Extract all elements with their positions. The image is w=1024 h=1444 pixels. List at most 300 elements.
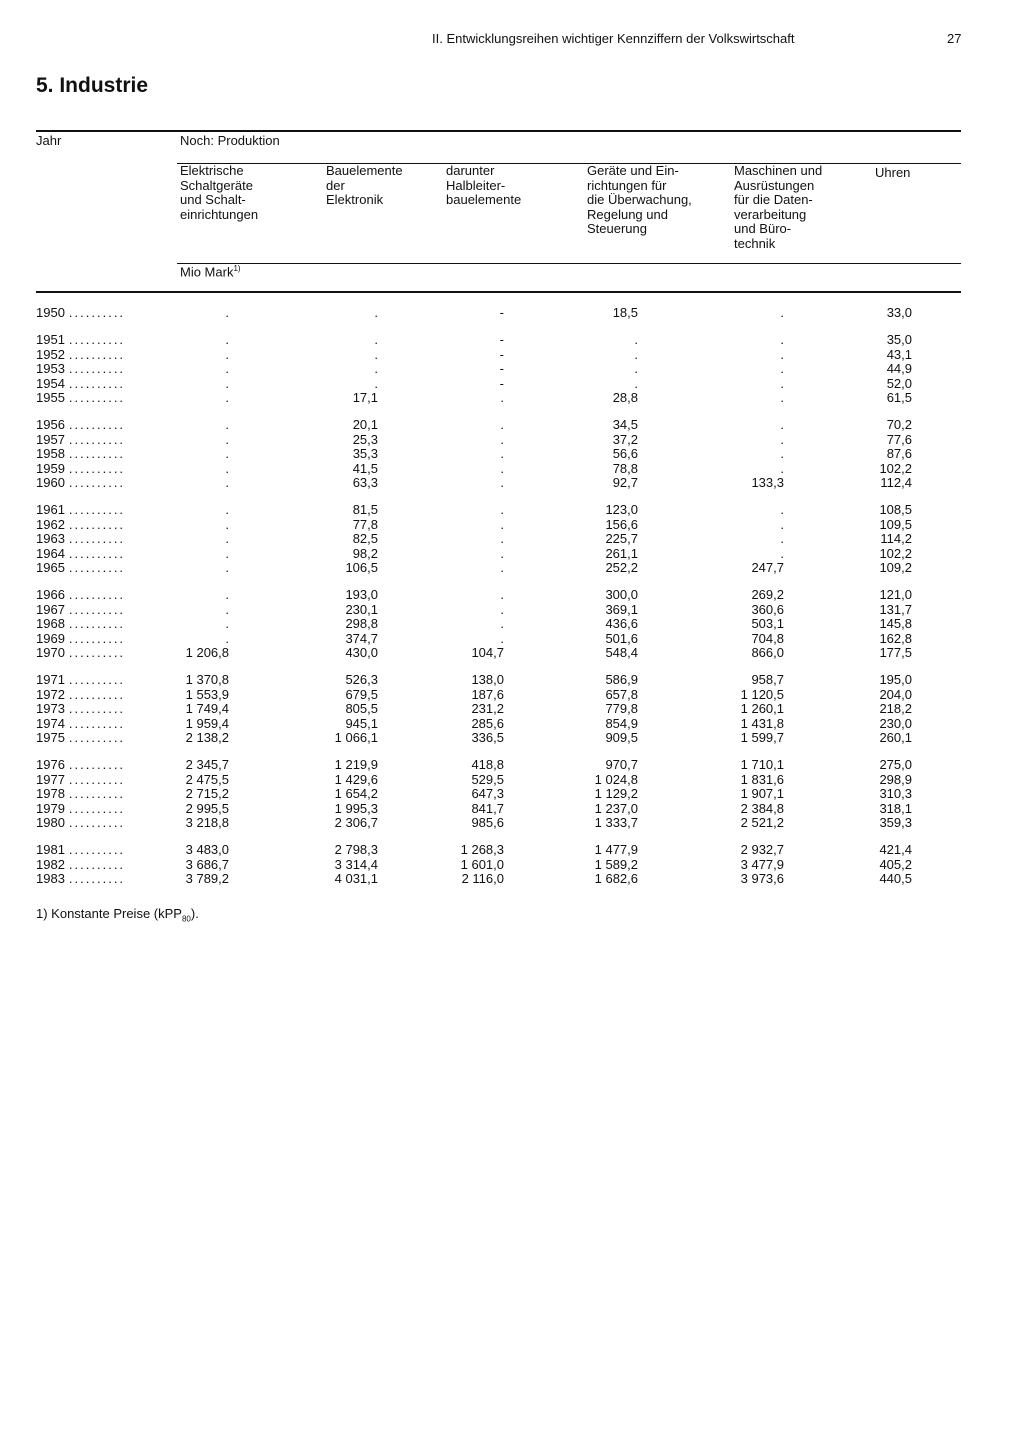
leader-dots: .......... xyxy=(68,460,126,476)
cell-schaltgeraete: . xyxy=(225,305,229,320)
leader-dots: .......... xyxy=(68,842,126,858)
cell-geraete: 225,7 xyxy=(605,531,638,547)
leader-dots: .......... xyxy=(68,701,126,717)
year-label: 1957 xyxy=(36,431,65,447)
cell-halbleiter: 2 116,0 xyxy=(461,871,504,887)
footnote-subscript: 80 xyxy=(181,914,191,924)
cell-uhren: 112,4 xyxy=(880,475,912,490)
cell-halbleiter: 985,6 xyxy=(471,815,504,830)
cell-halbleiter: 647,3 xyxy=(471,786,504,802)
cell-halbleiter: . xyxy=(500,502,504,518)
cell-bauelemente: 25,3 xyxy=(352,431,378,447)
cell-maschinen: . xyxy=(780,502,784,518)
cell-uhren: 195,0 xyxy=(879,672,912,688)
leader-dots: .......... xyxy=(68,616,126,632)
cell-maschinen: 1 831,6 xyxy=(740,771,784,787)
leader-dots: .......... xyxy=(68,475,126,490)
cell-schaltgeraete: 3 218,8 xyxy=(185,815,229,830)
row-year xyxy=(36,632,156,646)
cell-schaltgeraete: . xyxy=(225,475,229,490)
cell-uhren: 35,0 xyxy=(886,332,912,348)
leader-dots: .......... xyxy=(68,856,126,872)
cell-halbleiter: . xyxy=(500,545,504,561)
year-label: 1963 xyxy=(36,531,65,547)
row-year xyxy=(36,418,156,432)
cell-halbleiter: . xyxy=(500,446,504,462)
leader-dots: .......... xyxy=(68,786,126,802)
cell-geraete: 548,4 xyxy=(605,645,638,660)
row-year xyxy=(36,603,156,617)
cell-bauelemente: 1 429,6 xyxy=(334,771,378,787)
cell-schaltgeraete: . xyxy=(225,417,229,433)
cell-schaltgeraete: . xyxy=(225,361,229,377)
cell-geraete: 1 477,9 xyxy=(594,842,638,858)
cell-geraete: 1 682,6 xyxy=(594,871,638,887)
cell-geraete: 1 237,0 xyxy=(594,800,638,816)
cell-bauelemente: 230,1 xyxy=(345,601,378,617)
cell-schaltgeraete: . xyxy=(225,332,229,348)
cell-halbleiter: . xyxy=(500,531,504,547)
cell-bauelemente: 430,0 xyxy=(345,645,378,660)
row-year xyxy=(36,717,156,731)
year-label: 1967 xyxy=(36,601,65,617)
cell-schaltgeraete: . xyxy=(225,560,229,575)
row-year xyxy=(36,673,156,687)
cell-maschinen: 2 521,2 xyxy=(740,815,784,830)
cell-bauelemente: 77,8 xyxy=(352,516,378,532)
leader-dots: .......... xyxy=(68,715,126,731)
cell-geraete: . xyxy=(634,375,638,391)
year-label: 1972 xyxy=(36,686,65,702)
cell-schaltgeraete: . xyxy=(225,375,229,391)
cell-maschinen: 1 710,1 xyxy=(740,757,784,773)
year-label: 1951 xyxy=(36,332,65,348)
year-label: 1974 xyxy=(36,715,65,731)
cell-uhren: 359,3 xyxy=(879,815,912,830)
cell-maschinen: 866,0 xyxy=(751,645,784,660)
cell-halbleiter: - xyxy=(499,361,504,377)
cell-schaltgeraete: 3 483,0 xyxy=(185,842,229,858)
cell-schaltgeraete: . xyxy=(225,502,229,518)
cell-maschinen: 247,7 xyxy=(751,560,784,575)
cell-uhren: 145,8 xyxy=(879,616,912,632)
leader-dots: .......... xyxy=(68,332,126,348)
cell-uhren: 102,2 xyxy=(879,545,912,561)
cell-uhren: 204,0 xyxy=(879,686,912,702)
cell-uhren: 108,5 xyxy=(879,502,912,518)
leader-dots: .......... xyxy=(68,630,126,646)
cell-halbleiter: . xyxy=(500,516,504,532)
cell-geraete: 909,5 xyxy=(605,730,638,745)
row-year xyxy=(36,758,156,772)
section-title: 5. Industrie xyxy=(36,74,149,97)
leader-dots: .......... xyxy=(68,730,126,745)
cell-uhren: 109,5 xyxy=(879,516,912,532)
leader-dots: .......... xyxy=(68,502,126,518)
cell-geraete: 854,9 xyxy=(605,715,638,731)
cell-bauelemente: 3 314,4 xyxy=(334,856,378,872)
cell-bauelemente: 4 031,1 xyxy=(334,871,378,887)
row-year xyxy=(36,503,156,517)
cell-maschinen: 1 599,7 xyxy=(740,730,784,745)
group-header: Noch: Produktion xyxy=(180,133,280,148)
leader-dots: .......... xyxy=(68,757,126,773)
leader-dots: .......... xyxy=(68,771,126,787)
cell-maschinen: . xyxy=(780,460,784,476)
cell-geraete: 436,6 xyxy=(605,616,638,632)
cell-halbleiter: 138,0 xyxy=(471,672,504,688)
cell-halbleiter: . xyxy=(500,616,504,632)
cell-schaltgeraete: . xyxy=(225,545,229,561)
cell-maschinen: . xyxy=(780,361,784,377)
cell-halbleiter: . xyxy=(500,475,504,490)
cell-halbleiter: . xyxy=(500,460,504,476)
leader-dots: .......... xyxy=(68,417,126,433)
page-number: 27 xyxy=(947,31,962,46)
leader-dots: .......... xyxy=(68,815,126,830)
cell-geraete: 34,5 xyxy=(612,417,638,433)
unit-footnote-marker: 1) xyxy=(233,264,241,273)
year-label: 1961 xyxy=(36,502,65,518)
cell-schaltgeraete: . xyxy=(225,516,229,532)
row-year xyxy=(36,858,156,872)
year-label: 1966 xyxy=(36,587,65,603)
cell-schaltgeraete: . xyxy=(225,630,229,646)
cell-bauelemente: 35,3 xyxy=(352,446,378,462)
cell-maschinen: 3 477,9 xyxy=(740,856,784,872)
cell-maschinen: 704,8 xyxy=(751,630,784,646)
cell-maschinen: 503,1 xyxy=(751,616,784,632)
cell-geraete: 92,7 xyxy=(612,475,638,490)
cell-geraete: 369,1 xyxy=(605,601,638,617)
cell-maschinen: . xyxy=(780,446,784,462)
cell-schaltgeraete: 2 345,7 xyxy=(185,757,229,773)
cell-geraete: 261,1 xyxy=(605,545,638,561)
leader-dots: .......... xyxy=(68,375,126,391)
row-year xyxy=(36,646,156,660)
cell-geraete: . xyxy=(634,332,638,348)
year-label: 1969 xyxy=(36,630,65,646)
cell-uhren: 70,2 xyxy=(886,417,912,433)
cell-schaltgeraete: . xyxy=(225,601,229,617)
cell-geraete: 501,6 xyxy=(605,630,638,646)
cell-bauelemente: . xyxy=(374,346,378,362)
leader-dots: .......... xyxy=(68,446,126,462)
cell-halbleiter: - xyxy=(499,375,504,391)
row-year xyxy=(36,773,156,787)
row-year xyxy=(36,476,156,490)
year-label: 1955 xyxy=(36,390,65,405)
cell-schaltgeraete: 2 715,2 xyxy=(185,786,229,802)
year-label: 1964 xyxy=(36,545,65,561)
leader-dots: .......... xyxy=(68,601,126,617)
cell-halbleiter: 1 601,0 xyxy=(460,856,504,872)
cell-maschinen: 1 431,8 xyxy=(740,715,784,731)
cell-uhren: 298,9 xyxy=(879,771,912,787)
cell-maschinen: . xyxy=(780,346,784,362)
cell-halbleiter: 529,5 xyxy=(471,771,504,787)
row-year xyxy=(36,802,156,816)
cell-geraete: . xyxy=(634,361,638,377)
cell-bauelemente: 526,3 xyxy=(345,672,378,688)
footnote xyxy=(36,906,199,924)
cell-geraete: 586,9 xyxy=(605,672,638,688)
cell-uhren: 33,0 xyxy=(886,305,912,320)
cell-halbleiter: . xyxy=(500,560,504,575)
cell-halbleiter: - xyxy=(499,305,504,320)
row-year xyxy=(36,872,156,886)
cell-maschinen: 3 973,6 xyxy=(740,871,784,887)
leader-dots: .......... xyxy=(68,545,126,561)
cell-schaltgeraete: . xyxy=(225,587,229,603)
year-label: 1960 xyxy=(36,475,65,490)
cell-schaltgeraete: 2 475,5 xyxy=(185,771,229,787)
leader-dots: .......... xyxy=(68,800,126,816)
cell-maschinen: 1 260,1 xyxy=(740,701,784,717)
leader-dots: .......... xyxy=(68,431,126,447)
year-label: 1950 xyxy=(36,305,65,320)
cell-maschinen: . xyxy=(780,431,784,447)
cell-bauelemente: 41,5 xyxy=(352,460,378,476)
cell-uhren: 52,0 xyxy=(886,375,912,391)
cell-maschinen: 360,6 xyxy=(751,601,784,617)
cell-schaltgeraete: 1 206,8 xyxy=(185,645,229,660)
cell-halbleiter: 336,5 xyxy=(471,730,504,745)
cell-geraete: 1 024,8 xyxy=(594,771,638,787)
cell-maschinen: . xyxy=(780,516,784,532)
cell-bauelemente: 2 798,3 xyxy=(334,842,378,858)
year-label: 1968 xyxy=(36,616,65,632)
year-label: 1971 xyxy=(36,672,65,688)
cell-halbleiter: - xyxy=(499,332,504,348)
cell-halbleiter: 104,7 xyxy=(471,645,504,660)
year-label: 1975 xyxy=(36,730,65,745)
cell-maschinen: 1 907,1 xyxy=(740,786,784,802)
year-label: 1962 xyxy=(36,516,65,532)
cell-schaltgeraete: 2 138,2 xyxy=(185,730,229,745)
cell-bauelemente: 17,1 xyxy=(352,390,378,405)
row-year xyxy=(36,561,156,575)
cell-maschinen: . xyxy=(780,545,784,561)
cell-bauelemente: 82,5 xyxy=(352,531,378,547)
cell-uhren: 260,1 xyxy=(879,730,912,745)
row-year xyxy=(36,306,156,320)
year-label: 1965 xyxy=(36,560,65,575)
cell-maschinen: . xyxy=(780,375,784,391)
cell-halbleiter: . xyxy=(500,630,504,646)
cell-maschinen: 269,2 xyxy=(751,587,784,603)
cell-uhren: 77,6 xyxy=(886,431,912,447)
leader-dots: .......... xyxy=(68,587,126,603)
unit-text: Mio Mark xyxy=(180,264,234,280)
column-header-maschinen: Maschinen und Ausrüstungen für die Daten- verarbeitung und Büro- technik xyxy=(734,163,823,251)
cell-schaltgeraete: . xyxy=(225,431,229,447)
cell-bauelemente: 63,3 xyxy=(352,475,378,490)
cell-maschinen: 133,3 xyxy=(751,475,784,490)
year-label: 1977 xyxy=(36,771,65,787)
cell-halbleiter: 841,7 xyxy=(471,800,504,816)
cell-uhren: 310,3 xyxy=(879,786,912,802)
cell-geraete: 156,6 xyxy=(605,516,638,532)
cell-bauelemente: 1 066,1 xyxy=(334,730,378,745)
row-year xyxy=(36,462,156,476)
row-year xyxy=(36,688,156,702)
cell-bauelemente: 106,5 xyxy=(345,560,378,575)
cell-halbleiter: . xyxy=(500,587,504,603)
cell-maschinen: . xyxy=(780,390,784,405)
row-year xyxy=(36,617,156,631)
row-year xyxy=(36,787,156,801)
cell-uhren: 114,2 xyxy=(880,531,912,547)
leader-dots: .......... xyxy=(68,516,126,532)
cell-schaltgeraete: 1 553,9 xyxy=(185,686,229,702)
cell-geraete: 300,0 xyxy=(605,587,638,603)
cell-halbleiter: . xyxy=(500,390,504,405)
cell-schaltgeraete: . xyxy=(225,616,229,632)
row-year xyxy=(36,588,156,602)
column-header-schaltgeraete: Elektrische Schaltgeräte und Schalt- einrichtungen xyxy=(180,163,259,222)
cell-uhren: 421,4 xyxy=(879,842,912,858)
year-label: 1973 xyxy=(36,701,65,717)
cell-geraete: 37,2 xyxy=(612,431,638,447)
cell-uhren: 218,2 xyxy=(879,701,912,717)
year-label: 1954 xyxy=(36,375,65,391)
cell-uhren: 440,5 xyxy=(879,871,912,887)
cell-bauelemente: 805,5 xyxy=(345,701,378,717)
cell-bauelemente: 193,0 xyxy=(345,587,378,603)
leader-dots: .......... xyxy=(68,531,126,547)
leader-dots: .......... xyxy=(68,645,126,660)
cell-bauelemente: 2 306,7 xyxy=(334,815,378,830)
cell-geraete: 56,6 xyxy=(612,446,638,462)
row-year xyxy=(36,816,156,830)
row-year xyxy=(36,433,156,447)
year-label: 1953 xyxy=(36,361,65,377)
running-title: II. Entwicklungsreihen wichtiger Kennziffern der Volkswirtschaft xyxy=(432,31,795,46)
cell-halbleiter: - xyxy=(499,346,504,362)
cell-uhren: 87,6 xyxy=(886,446,912,462)
row-year xyxy=(36,391,156,405)
row-year xyxy=(36,348,156,362)
cell-schaltgeraete: 3 686,7 xyxy=(185,856,229,872)
year-label: 1982 xyxy=(36,856,65,872)
year-label: 1952 xyxy=(36,346,65,362)
row-year xyxy=(36,532,156,546)
year-label: 1976 xyxy=(36,757,65,773)
cell-maschinen: 2 932,7 xyxy=(740,842,784,858)
cell-bauelemente: 374,7 xyxy=(345,630,378,646)
year-label: 1981 xyxy=(36,842,65,858)
cell-schaltgeraete: . xyxy=(225,531,229,547)
cell-halbleiter: 418,8 xyxy=(471,757,504,773)
year-label: 1959 xyxy=(36,460,65,476)
cell-maschinen: 958,7 xyxy=(751,672,784,688)
cell-geraete: 252,2 xyxy=(605,560,638,575)
cell-bauelemente: 98,2 xyxy=(352,545,378,561)
cell-halbleiter: 187,6 xyxy=(471,686,504,702)
cell-uhren: 230,0 xyxy=(879,715,912,731)
cell-uhren: 131,7 xyxy=(879,601,912,617)
year-label: 1983 xyxy=(36,871,65,887)
cell-geraete: 123,0 xyxy=(605,502,638,518)
column-header-bauelemente: Bauelemente der Elektronik xyxy=(326,163,403,208)
year-label: 1970 xyxy=(36,645,65,660)
cell-uhren: 121,0 xyxy=(879,587,912,603)
cell-bauelemente: 1 219,9 xyxy=(334,757,378,773)
cell-uhren: 162,8 xyxy=(879,630,912,646)
cell-uhren: 177,5 xyxy=(879,645,912,660)
cell-halbleiter: . xyxy=(500,431,504,447)
cell-schaltgeraete: . xyxy=(225,390,229,405)
column-header-geraete: Geräte und Ein- richtungen für die Überwachung, Regelung und Steuerung xyxy=(587,163,692,237)
row-year xyxy=(36,731,156,745)
cell-bauelemente: 81,5 xyxy=(352,502,378,518)
cell-bauelemente: 1 654,2 xyxy=(334,786,378,802)
row-year xyxy=(36,447,156,461)
row-year xyxy=(36,702,156,716)
cell-maschinen: . xyxy=(780,332,784,348)
cell-schaltgeraete: 1 749,4 xyxy=(185,701,229,717)
row-year xyxy=(36,547,156,561)
leader-dots: .......... xyxy=(68,686,126,702)
cell-uhren: 275,0 xyxy=(879,757,912,773)
year-label: 1979 xyxy=(36,800,65,816)
cell-geraete: . xyxy=(634,346,638,362)
cell-schaltgeraete: . xyxy=(225,460,229,476)
cell-schaltgeraete: . xyxy=(225,446,229,462)
cell-halbleiter: 1 268,3 xyxy=(460,842,504,858)
row-year xyxy=(36,362,156,376)
footnote-end: ). xyxy=(190,906,199,921)
cell-bauelemente: 1 995,3 xyxy=(334,800,378,816)
column-header-halbleiter: darunter Halbleiter- bauelemente xyxy=(446,163,522,208)
cell-uhren: 109,2 xyxy=(879,560,912,575)
leader-dots: .......... xyxy=(68,346,126,362)
cell-geraete: 1 589,2 xyxy=(594,856,638,872)
cell-maschinen: . xyxy=(780,531,784,547)
cell-maschinen: . xyxy=(780,305,784,320)
cell-geraete: 1 129,2 xyxy=(594,786,638,802)
row-year xyxy=(36,843,156,857)
year-label: 1978 xyxy=(36,786,65,802)
column-header-uhren: Uhren xyxy=(875,165,911,180)
cell-geraete: 1 333,7 xyxy=(594,815,638,830)
leader-dots: .......... xyxy=(68,560,126,575)
cell-maschinen: 2 384,8 xyxy=(740,800,784,816)
cell-bauelemente: . xyxy=(374,361,378,377)
cell-geraete: 18,5 xyxy=(612,305,638,320)
cell-uhren: 44,9 xyxy=(886,361,912,377)
cell-maschinen: 1 120,5 xyxy=(740,686,784,702)
leader-dots: .......... xyxy=(68,305,126,320)
cell-geraete: 657,8 xyxy=(605,686,638,702)
cell-bauelemente: . xyxy=(374,375,378,391)
leader-dots: .......... xyxy=(68,871,126,887)
leader-dots: .......... xyxy=(68,672,126,688)
cell-halbleiter: . xyxy=(500,417,504,433)
footnote-text: 1) Konstante Preise (kPP xyxy=(36,906,182,921)
cell-schaltgeraete: 3 789,2 xyxy=(185,871,229,887)
cell-geraete: 779,8 xyxy=(605,701,638,717)
cell-bauelemente: . xyxy=(374,332,378,348)
cell-uhren: 43,1 xyxy=(886,346,912,362)
cell-halbleiter: 285,6 xyxy=(471,715,504,731)
cell-schaltgeraete: . xyxy=(225,346,229,362)
leader-dots: .......... xyxy=(68,361,126,377)
year-label: 1956 xyxy=(36,417,65,433)
cell-schaltgeraete: 2 995,5 xyxy=(185,800,229,816)
cell-bauelemente: 20,1 xyxy=(352,417,378,433)
